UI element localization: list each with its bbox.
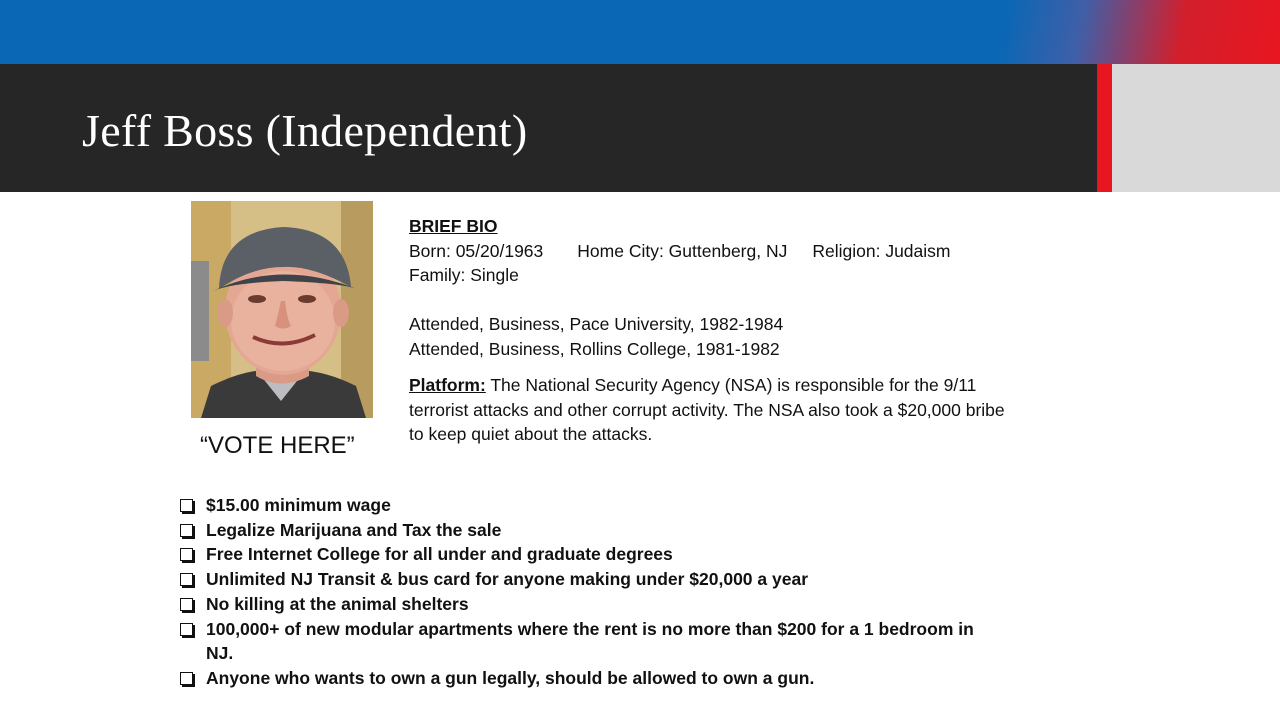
- checkbox-icon: [180, 499, 193, 512]
- religion: Religion: Judaism: [812, 240, 951, 261]
- platform-text: to keep quiet about the attacks.: [409, 424, 653, 444]
- checklist-item-text: Legalize Marijuana and Tax the sale: [206, 519, 502, 540]
- checklist-item: [180, 666, 1000, 691]
- platform-text: The National Security Agency (NSA) is responsible for the 9/11: [485, 375, 977, 395]
- family-status: Family: Single: [409, 265, 519, 285]
- slide-title: Jeff Boss (Independent): [82, 105, 528, 156]
- top-color-band: [0, 0, 1280, 64]
- bio-heading: BRIEF BIO: [409, 216, 498, 236]
- checkbox-icon: [180, 548, 193, 561]
- checkbox-icon: [180, 598, 193, 611]
- checkbox-icon: [180, 672, 193, 685]
- education-item: Attended, Business, Pace University, 1982-1984: [409, 314, 784, 334]
- checklist-item-text: Anyone who wants to own a gun legally, should be allowed to own a gun.: [206, 667, 815, 688]
- checklist-item: [180, 518, 1000, 543]
- home-city: Home City: Guttenberg, NJ: [577, 240, 788, 261]
- platform-label: Platform:: [409, 375, 486, 395]
- checkbox-icon: [180, 524, 193, 537]
- checklist-item: [180, 567, 1000, 592]
- photo-caption: “VOTE HERE”: [200, 432, 355, 459]
- checkbox-icon: [180, 623, 193, 636]
- accent-stripe: [1097, 64, 1112, 192]
- education-item: Attended, Business, Rollins College, 1981-1982: [409, 338, 780, 359]
- candidate-photo: [191, 201, 373, 418]
- checklist-item-text: Free Internet College for all under and graduate degrees: [206, 544, 673, 565]
- checklist-item: [180, 592, 1000, 617]
- checkbox-icon: [180, 573, 193, 586]
- platform-line: [409, 373, 1149, 398]
- checklist-item: [180, 617, 986, 666]
- platform-text: terrorist attacks and other corrupt activity. The NSA also took a $20,000 bribe: [409, 399, 1005, 420]
- born-date: Born: 05/20/1963: [409, 240, 544, 261]
- checklist-item-text: 100,000+ of new modular apartments where the rent is no more than $200 for a 1 bedroom in NJ.: [206, 618, 974, 664]
- platform-checklist: [180, 493, 1000, 691]
- checklist-item-text: $15.00 minimum wage: [206, 495, 391, 515]
- brief-bio: [409, 214, 1149, 447]
- side-block: [1112, 64, 1280, 192]
- checklist-item-text: No killing at the animal shelters: [206, 593, 469, 614]
- candidate-portrait-image: [191, 201, 373, 418]
- checklist-item: [180, 542, 1000, 567]
- checklist-item-text: Unlimited NJ Transit & bus card for anyone making under $20,000 a year: [206, 569, 809, 590]
- checklist-item: [180, 493, 1000, 518]
- bio-facts-row: [409, 239, 1149, 264]
